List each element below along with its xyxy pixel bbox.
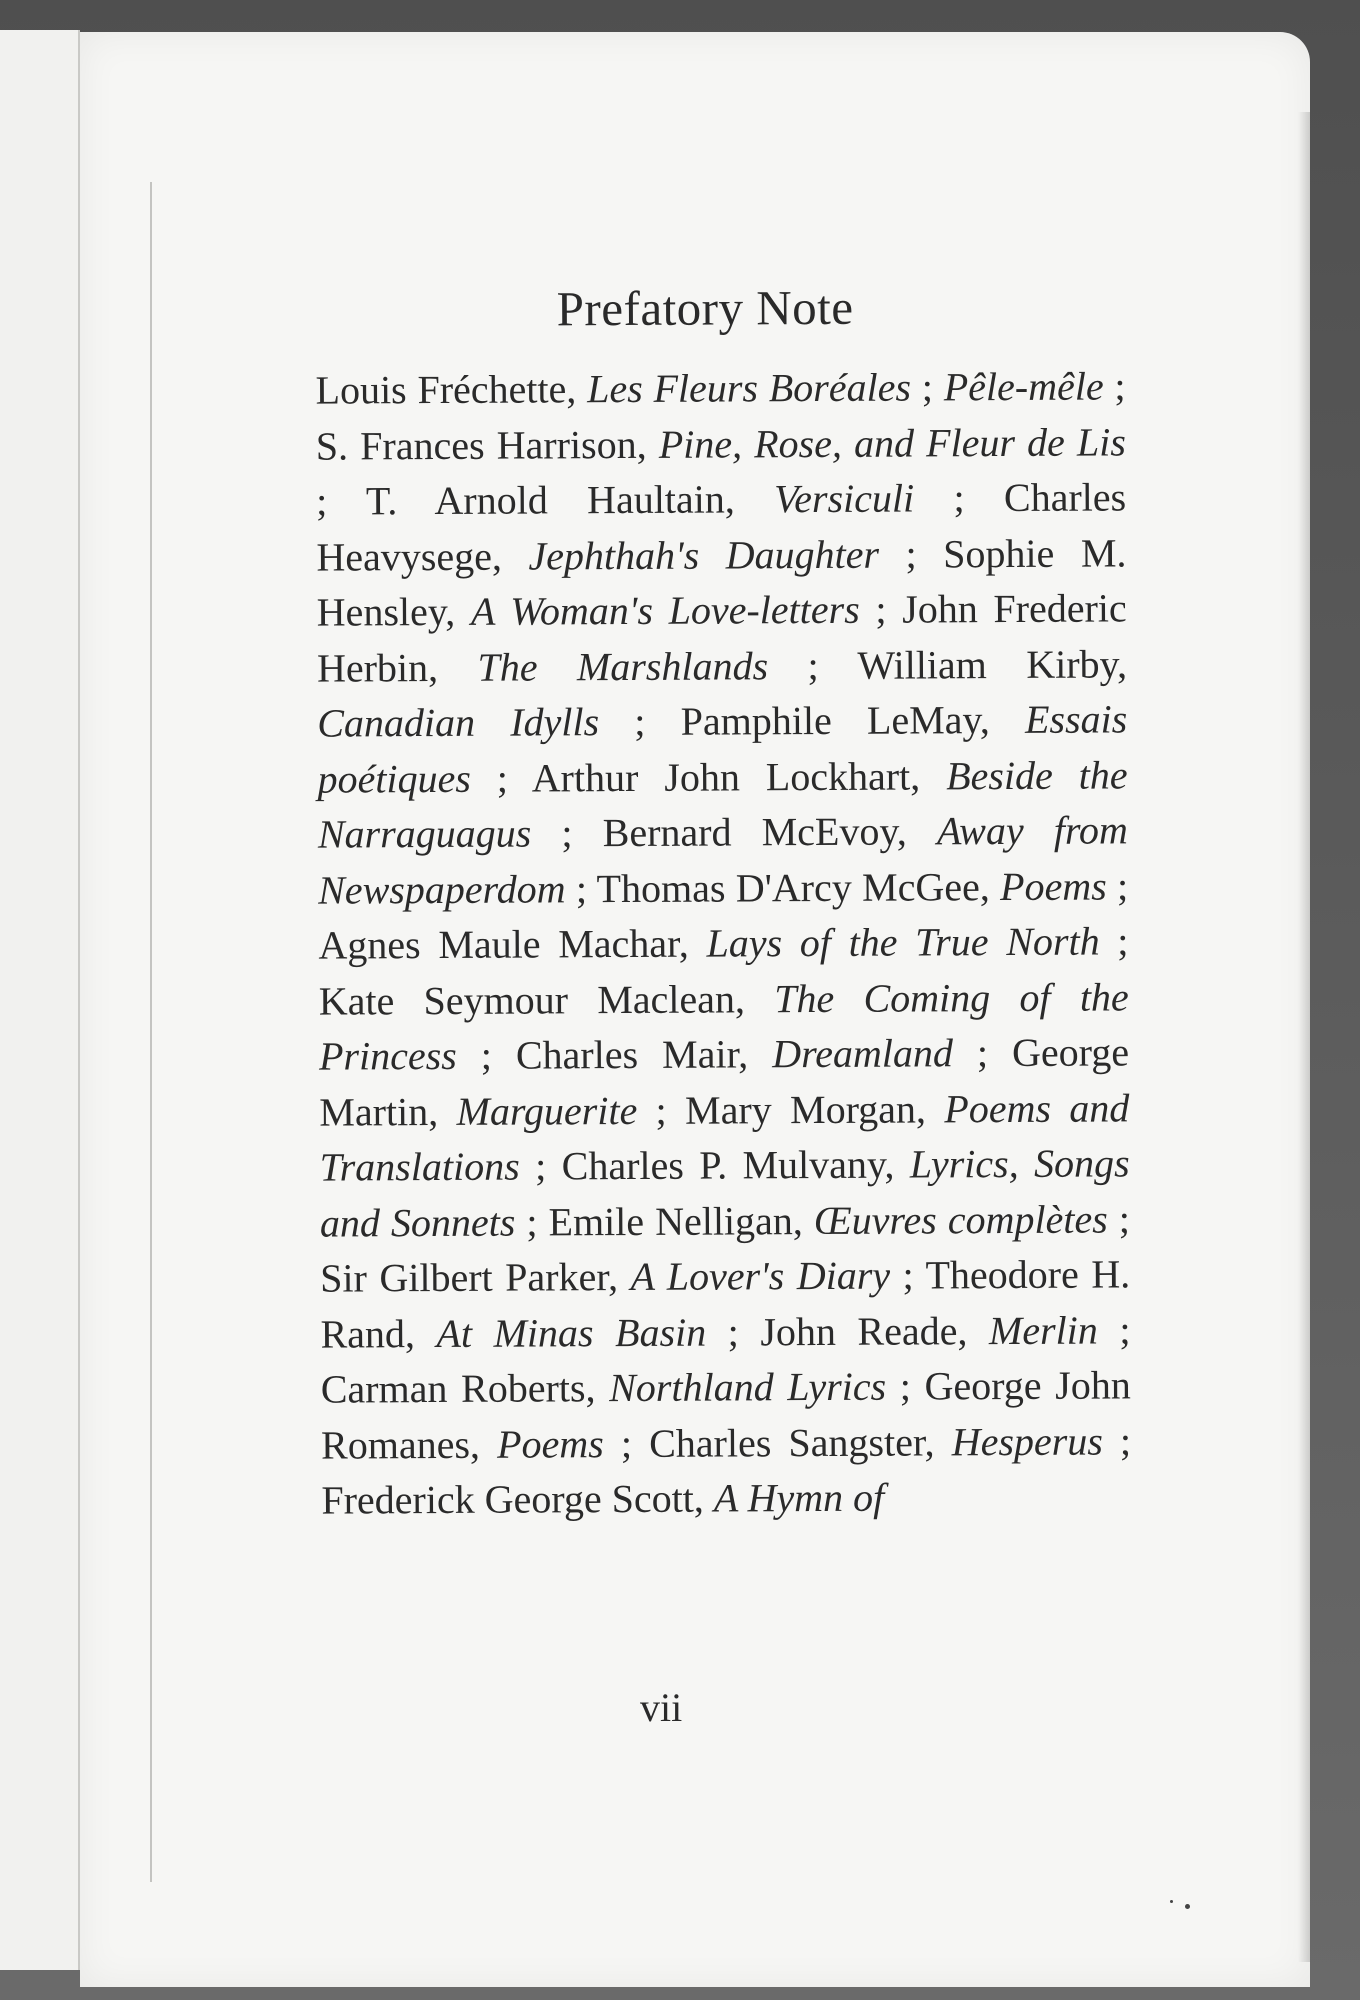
author-run: ; Mary Morgan, (637, 1085, 945, 1133)
author-run: ; Frederick George Scott, (321, 1417, 1132, 1523)
author-run: ; William Kirby, (767, 640, 1128, 688)
author-run: ; George John Romanes, (320, 1362, 1131, 1468)
author-run: ; Agnes Maule Machar, (318, 862, 1129, 968)
author-run: ; John Frederic Herbin, (316, 585, 1127, 691)
author-run: ; S. Frances Harrison, (315, 363, 1126, 469)
book-title-run: The Marshlands (477, 642, 769, 690)
author-run: ; (910, 364, 944, 410)
author-run: ; Charles Heavysege, (316, 474, 1127, 580)
book-title-run: The Coming of the Princess (318, 973, 1129, 1079)
book-title-run: Pine, Rose, and Fleur de Lis (658, 418, 1126, 467)
speck (1170, 1900, 1173, 1903)
author-run: ; John Reade, (706, 1307, 990, 1355)
body-paragraph (245, 358, 1131, 1528)
author-run: ; Charles Mair, (456, 1031, 773, 1078)
book-title-run: Poems (999, 862, 1107, 909)
book-title-run: Hesperus (951, 1418, 1103, 1464)
book-title-run: Jephthah's Daughter (528, 531, 880, 579)
author-run: ; Carman Roberts, (320, 1306, 1131, 1412)
book-title-run: A Hymn of (713, 1474, 885, 1521)
page-title: Prefatory Note (556, 279, 854, 337)
book-title-run: Lyrics, Songs and Sonnets (319, 1140, 1130, 1246)
author-run: Louis Fréchette, (315, 366, 588, 413)
book-title-run: Essais poétiques (317, 696, 1128, 802)
book-title-run: Versiculi (774, 475, 915, 522)
author-run: ; Charles Sangster, (603, 1418, 952, 1466)
gutter-crease (150, 182, 152, 1882)
author-run: ; Arthur John Lockhart, (470, 752, 947, 801)
book-title-run: Lays of the True North (706, 918, 1100, 966)
book-title-run: A Woman's Love-letters (470, 586, 860, 634)
page-edge-shadow (1298, 112, 1310, 1962)
book-title-run: Œuvres complètes (813, 1195, 1108, 1243)
author-run: ; Pamphile LeMay, (599, 696, 1026, 745)
book-title-run: At Minas Basin (436, 1309, 707, 1356)
facing-page-edge (0, 30, 80, 1970)
speck (1185, 1904, 1190, 1909)
author-run: ; Thomas D'Arcy McGee, (565, 863, 1001, 911)
author-run: ; Charles P. Mulvany, (519, 1141, 910, 1189)
book-title-run: Beside the Narraguagus (317, 751, 1128, 857)
book-title-run: Canadian Idylls (317, 699, 600, 746)
book-title-run: Northland Lyrics (609, 1363, 887, 1411)
author-run: ; Emile Nelligan, (515, 1197, 815, 1245)
text-block (245, 277, 1132, 1528)
book-title-run: Les Fleurs Boréales (587, 364, 912, 412)
author-run: ; Sir Gilbert Parker, (320, 1195, 1131, 1301)
author-run: ; T. Arnold Haultain, (316, 476, 775, 524)
book-title-run: Dreamland (772, 1030, 954, 1077)
author-run: ; Sophie M. Hensley, (316, 529, 1127, 635)
book-title-run: Poems and Translations (319, 1084, 1130, 1190)
page-number: vii (640, 1685, 683, 1730)
author-run: ; Theodore H. Rand, (320, 1251, 1131, 1357)
book-title-run: A Lover's Diary (630, 1252, 891, 1299)
author-run: ; George Martin, (319, 1029, 1130, 1135)
book-title-run: Merlin (988, 1307, 1098, 1353)
author-run: ; Bernard McEvoy, (531, 808, 938, 856)
book-title-run: Pêle-mêle (943, 363, 1104, 410)
book-title-run: Marguerite (456, 1087, 638, 1134)
book-page (80, 32, 1310, 1987)
book-title-run: Away from Newspaperdom (318, 807, 1128, 913)
book-title-run: Poems (496, 1420, 604, 1467)
author-run: ; Kate Seymour Maclean, (318, 918, 1129, 1024)
